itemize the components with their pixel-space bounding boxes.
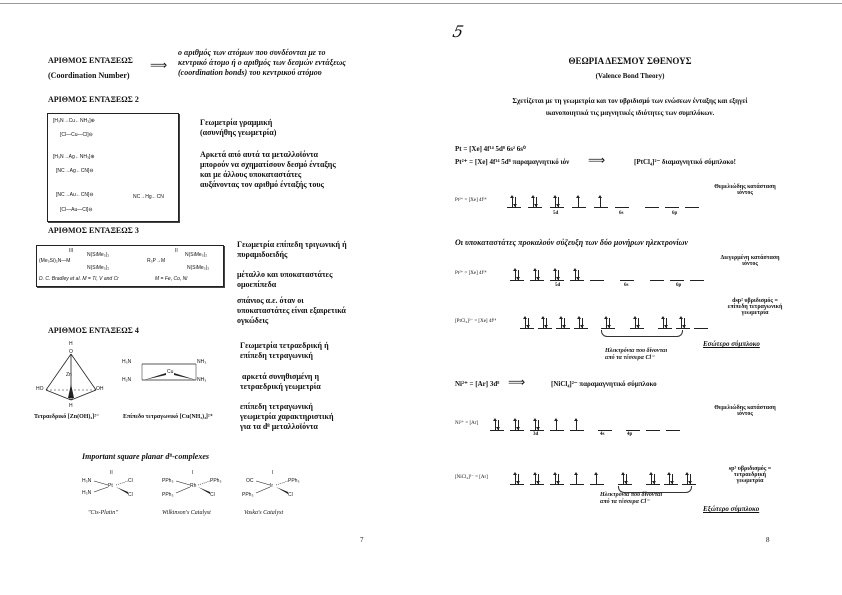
pt2-config: Pt²⁺ = [Xe] 4f¹⁴ 5d⁸ παραμαγνητικό ιόν	[455, 158, 570, 166]
atom-label: Zn	[66, 372, 72, 378]
spin-down-arrow-icon	[538, 420, 539, 430]
orbital-box	[658, 316, 672, 329]
intro-text	[440, 97, 820, 118]
orbital-box	[572, 195, 586, 208]
cn3-text-2	[237, 270, 332, 290]
formula: [Cl—Au—Cl]⊖	[60, 207, 93, 213]
orbital-box	[538, 316, 552, 329]
ligand: PPh₃	[210, 478, 222, 484]
caption: D. C. Bradley et al. M = Ti, V and Cr	[39, 276, 119, 282]
definition-line: κεντρικό άτομο ή ο αριθμός των δεσμών εντάξεως	[178, 58, 346, 67]
orbital-box	[664, 472, 678, 485]
oxidation-state: III	[69, 248, 74, 254]
subshell-label: 5d	[553, 211, 559, 216]
ptcl4-result: [PtCl₄]²⁻ διαμαγνητικό σύμπλοκο!	[634, 158, 736, 166]
spin-down-arrow-icon	[558, 474, 559, 484]
spin-down-arrow-icon	[578, 270, 579, 280]
atom-label: H₂N	[122, 377, 132, 383]
orbital-box	[510, 418, 524, 431]
orbital-box	[550, 472, 564, 485]
ligand: Cl	[288, 492, 293, 498]
ligand: N(SiMe₃)₂	[87, 265, 110, 271]
spin-down-arrow-icon	[515, 197, 516, 207]
spin-down-arrow-icon	[582, 318, 583, 328]
orbital-diagram-label: Pt²⁺ = [Xe] 4f¹⁴	[455, 271, 487, 276]
spin-down-arrow-icon	[528, 318, 529, 328]
orbital-box	[665, 195, 679, 208]
spin-down-arrow-icon	[609, 318, 610, 328]
orbital-box	[620, 268, 634, 281]
subshell-label: 4p	[627, 432, 633, 437]
cn4-heading: ΑΡΙΘΜΟΣ ΕΝΤΑΞΕΩΣ 4	[48, 326, 139, 335]
orbital-box	[574, 316, 588, 329]
complex-vaska	[242, 470, 322, 520]
orbital-box	[685, 195, 699, 208]
page-number: 7	[360, 536, 364, 544]
handwritten-mark: 5	[450, 22, 466, 41]
orbital-box	[615, 195, 629, 208]
complex-name: "Cis-Platin"	[88, 510, 118, 516]
definition-line: ο αριθμός των ατόμων που συνδέονται με το	[178, 48, 326, 57]
excited-state-note	[695, 255, 805, 267]
sp3-note	[700, 466, 800, 484]
spin-down-arrow-icon	[538, 474, 539, 484]
ni-ground-note	[690, 405, 800, 417]
orbital-box	[550, 418, 564, 431]
orbital-box	[626, 418, 640, 431]
atom-label: H	[69, 403, 73, 409]
orbital-box	[646, 418, 660, 431]
spin-up-arrow-icon	[578, 197, 579, 207]
formula: [H₃N→Ag←NH₃]⊕	[53, 154, 95, 160]
orbital-box	[490, 418, 504, 431]
orbital-box	[510, 268, 524, 281]
ligand: PPh₃	[162, 492, 174, 498]
ligand: PPh₃	[242, 492, 254, 498]
ligand: PPh₃	[288, 478, 300, 484]
subshell-label: 3d	[533, 432, 539, 437]
ground-state-note	[690, 184, 800, 196]
orbital-diagram-label: [PtCl₄]²⁻ = [Xe] 4f¹⁴	[455, 319, 497, 324]
orbital-box	[570, 268, 584, 281]
text-line: γεωμετρία	[736, 478, 764, 484]
coordination-number-heading-en: (Coordination Number)	[48, 71, 130, 80]
oxidation-state: II	[175, 248, 178, 254]
complex-cisplatin	[82, 470, 152, 520]
formula: [NC→Au←CN]⊖	[56, 192, 94, 198]
text-line: αρκετά συνηθισμένη η	[240, 372, 319, 381]
ligand: R₃P→M	[147, 258, 166, 264]
subshell-label: 6p	[672, 211, 678, 216]
page-subtitle: (Valence Bond Theory)	[595, 72, 665, 80]
ligand: N(SiMe₃)₂	[187, 265, 210, 271]
text-line: ογκώδεις	[237, 316, 269, 325]
text-line: σπάνιος α.ε. όταν οι	[237, 296, 304, 305]
spin-down-arrow-icon	[626, 474, 627, 484]
text-line: Θεμελιώδης κατάσταση	[714, 184, 776, 190]
text-line: τετραεδρική	[733, 472, 767, 478]
cn3-formula-box	[36, 245, 224, 287]
atom-label: HO	[36, 386, 44, 392]
text-line: Διεγερμένη κατάσταση	[720, 255, 780, 261]
text-line: από τα τέσσερα Cl⁻	[605, 355, 655, 361]
text-line: και με άλλους υποκαταστάτες	[200, 170, 302, 179]
orbital-box	[530, 418, 544, 431]
text-line: ιόντος	[737, 411, 753, 417]
pairing-note: Οι υποκαταστάτες προκαλούν σύζευξη των δύο μονήρων ηλεκτρονίων	[455, 238, 688, 247]
cn3-heading: ΑΡΙΘΜΟΣ ΕΝΤΑΞΕΩΣ 3	[48, 226, 139, 235]
orbital-diagram-label: Pt²⁺ = [Xe] 4f¹⁴	[455, 198, 487, 203]
text-line: Γεωμετρία γραμμική	[200, 118, 273, 127]
text-line: sp³ υβριδισμός =	[728, 466, 772, 472]
text-line: Σχετίζεται με τη γεωμετρία και τον υβριδισμό των ενώσεων ένταξης και εξηγεί	[512, 97, 748, 105]
orbital-box	[650, 268, 664, 281]
tetrahedral-caption: Τετραεδρικό [Zn(OH)₄]²⁻	[34, 414, 100, 420]
subshell-label: 6s	[624, 283, 629, 288]
cn4-text-1	[240, 341, 329, 361]
orbital-box	[601, 316, 615, 329]
text-line: ικανοποιητικά τις μαγνητικές ιδιότητες των συμπλόκων.	[545, 108, 715, 117]
ligand-electrons-note	[605, 348, 667, 361]
text-line: τετραεδρική γεωμετρία	[240, 382, 321, 391]
text-line: ιόντος	[737, 190, 753, 196]
complex-name: Vaska's Catalyst	[244, 510, 284, 516]
cn2-formula-box	[47, 113, 179, 222]
spin-down-arrow-icon	[538, 270, 539, 280]
complex-wilkinson	[162, 470, 242, 520]
cn3-text-3	[237, 296, 346, 324]
text-line: dsp² υβριδισμός =	[732, 298, 778, 304]
cn2-geometry-text	[200, 118, 276, 138]
atom-label: O	[69, 396, 73, 402]
orbital-box	[520, 316, 534, 329]
spin-down-arrow-icon	[666, 318, 667, 328]
spin-down-arrow-icon	[638, 318, 639, 328]
ligand-electrons-note	[600, 492, 662, 505]
spin-down-arrow-icon	[684, 318, 685, 328]
definition-line: (coordination bonds) του κεντρικού ατόμου	[178, 68, 322, 77]
subshell-label: 6p	[676, 283, 682, 288]
spin-down-arrow-icon	[672, 474, 673, 484]
orbital-box	[556, 316, 570, 329]
atom-label: NH₃	[197, 359, 207, 365]
atom-label: H₃N	[122, 359, 132, 365]
text-line: για τα d⁸ μεταλλοϊόντα	[240, 422, 318, 431]
spin-down-arrow-icon	[518, 420, 519, 430]
ligand: OC	[246, 478, 254, 484]
spin-up-arrow-icon	[600, 197, 601, 207]
caption: M = Fe, Co, Ni	[155, 276, 188, 282]
subshell-label: 5d	[555, 283, 561, 288]
ligand: H₃N	[82, 478, 92, 484]
text-line: (ασυνήθης γεωμετρία)	[200, 128, 277, 137]
spin-down-arrow-icon	[518, 270, 519, 280]
orbital-box	[598, 418, 612, 431]
metal: Rh	[190, 483, 197, 489]
text-line: Θεμελιώδης κατάσταση	[714, 405, 776, 411]
orbital-diagram-label: Ni²⁺ = [Ar]	[455, 421, 479, 426]
text-line: αυξάνοντας τον αριθμό ένταξής τους	[200, 180, 324, 189]
orbital-box	[646, 472, 660, 485]
orbital-box	[530, 472, 544, 485]
spin-up-arrow-icon	[556, 420, 557, 430]
orbital-box	[507, 195, 521, 208]
orbital-box	[510, 472, 524, 485]
spin-down-arrow-icon	[654, 474, 655, 484]
orbital-box	[618, 472, 632, 485]
ligand: H₃N	[82, 490, 92, 496]
orbital-box	[550, 195, 564, 208]
spin-up-arrow-icon	[576, 420, 577, 430]
atom-label: Cu	[167, 369, 174, 375]
implies-arrow-icon: ⟹	[588, 153, 606, 167]
spin-down-arrow-icon	[558, 270, 559, 280]
oxidation-state: II	[110, 470, 113, 476]
spin-down-arrow-icon	[558, 197, 559, 207]
formula: [NC→Ag←CN]⊖	[56, 168, 94, 174]
atom-label: NH₃	[197, 377, 207, 383]
text-line: επίπεδη τετραγωνική	[727, 304, 783, 310]
d8-heading: Important square planar d⁸-complexes	[82, 452, 210, 461]
implies-arrow-icon: ⟹	[150, 58, 168, 72]
metal: Ir	[270, 483, 274, 489]
orbital-box	[590, 472, 604, 485]
complex-name: Wilkinson's Catalyst	[162, 510, 211, 516]
ligand: Cl	[128, 478, 133, 484]
ligand: Cl	[210, 492, 215, 498]
formula: [H₃N→Cu←NH₃]⊕	[53, 118, 95, 124]
ligand: (Me₃Si)₂N—M	[39, 258, 71, 264]
metal: Pt	[108, 483, 113, 489]
text-line: Ηλεκτρόνια που δίνονται	[605, 348, 668, 354]
cn4-text-2	[240, 372, 321, 392]
orbital-box	[682, 472, 696, 485]
text-line: υποκαταστάτες είναι εξαιρετικά	[237, 306, 346, 315]
nicl4-result: [NiCl₄]²⁻ παραμαγνητικό σύμπλοκο	[551, 380, 657, 388]
orbital-box	[666, 418, 680, 431]
spin-up-arrow-icon	[596, 474, 597, 484]
orbital-box	[570, 472, 584, 485]
inner-complex-label: Εσώτερο σύμπλοκο	[703, 340, 760, 348]
cn3-text-1	[237, 240, 347, 260]
spin-down-arrow-icon	[564, 318, 565, 328]
atom-label: H	[69, 341, 73, 347]
orbital-box	[676, 316, 690, 329]
ligand: Cl	[128, 492, 133, 498]
orbital-box	[690, 268, 704, 281]
ligand: PPh₃	[162, 478, 174, 484]
coordination-number-heading: ΑΡΙΘΜΟΣ ΕΝΤΑΞΕΩΣ	[48, 56, 133, 65]
text-line: γεωμετρία	[741, 310, 769, 316]
ni-config: Ni²⁺ = [Ar] 3d⁸	[455, 380, 500, 388]
orbital-box	[528, 195, 542, 208]
ligand: N(SiMe₃)₂	[185, 252, 208, 258]
text-line: ομοεπίπεδα	[237, 280, 277, 289]
coordination-definition	[178, 48, 418, 78]
orbital-box	[645, 195, 659, 208]
spin-down-arrow-icon	[546, 318, 547, 328]
orbital-diagram-label: [NiCl₄]²⁻ = [Ar]	[455, 475, 488, 480]
pt-config: Pt = [Xe] 4f¹⁴ 5d⁸ 6s² 6s⁰	[455, 145, 526, 153]
dsp2-note	[695, 298, 815, 316]
spin-up-arrow-icon	[576, 474, 577, 484]
cn2-heading: ΑΡΙΘΜΟΣ ΕΝΤΑΞΕΩΣ 2	[48, 95, 139, 104]
page-number: 8	[766, 536, 770, 544]
text-line: επίπεδη τετραγωνική	[240, 402, 313, 411]
oxidation-state: I	[192, 470, 194, 476]
oxidation-state: I	[272, 470, 274, 476]
cn4-text-3	[240, 402, 334, 432]
text-line: γεωμετρία χαρακτηριστική	[240, 412, 334, 421]
spin-down-arrow-icon	[518, 474, 519, 484]
formula: NC→Hg←CN	[133, 194, 164, 200]
atom-label: O	[69, 349, 73, 355]
text-line: μπορούν να σχηματίσουν δεσμό ένταξης	[200, 160, 336, 169]
text-line: μέταλλο και υποκαταστάτες	[237, 270, 333, 279]
ligand-electrons-brace	[601, 330, 683, 337]
orbital-box	[694, 316, 708, 329]
formula: [Cl—Cu—Cl]⊖	[60, 132, 93, 138]
outer-complex-label: Εξώτερο σύμπλοκο	[703, 505, 760, 513]
orbital-box	[590, 268, 604, 281]
cn2-note-text	[200, 150, 336, 190]
spin-down-arrow-icon	[536, 197, 537, 207]
orbital-box	[594, 195, 608, 208]
implies-arrow-icon: ⟹	[508, 375, 526, 389]
orbital-box	[550, 268, 564, 281]
text-line: Γεωμετρία επίπεδη τριγωνική ή	[237, 240, 347, 249]
text-line: ιόντος	[742, 261, 758, 267]
spin-down-arrow-icon	[690, 474, 691, 484]
page-title: ΘΕΩΡΙΑ ΔΕΣΜΟΥ ΣΘΕΝΟΥΣ	[568, 56, 692, 66]
subshell-label: 6s	[619, 211, 624, 216]
page-top-edge	[0, 3, 842, 4]
atom-label: OH	[96, 386, 104, 392]
square-planar-caption: Επίπεδο τετραγωνικό [Cu(NH₃)₄]²⁺	[123, 414, 213, 420]
text-line: Αρκετά από αυτά τα μεταλλοϊόντα	[200, 150, 319, 159]
orbital-box	[630, 316, 644, 329]
text-line: επίπεδη τετραγωνική	[240, 351, 313, 360]
subshell-label: 4s	[600, 432, 605, 437]
text-line: Ηλεκτρόνια που δίνονται	[600, 492, 663, 498]
orbital-box	[530, 268, 544, 281]
ligand: N(SiMe₃)₂	[87, 252, 110, 258]
orbital-box	[670, 268, 684, 281]
text-line: από τα τέσσερα Cl⁻	[600, 499, 650, 505]
text-line: Γεωμετρία τετραεδρική ή	[240, 341, 329, 350]
orbital-box	[570, 418, 584, 431]
spin-down-arrow-icon	[498, 420, 499, 430]
text-line: πυραμιδοειδής	[237, 250, 288, 259]
